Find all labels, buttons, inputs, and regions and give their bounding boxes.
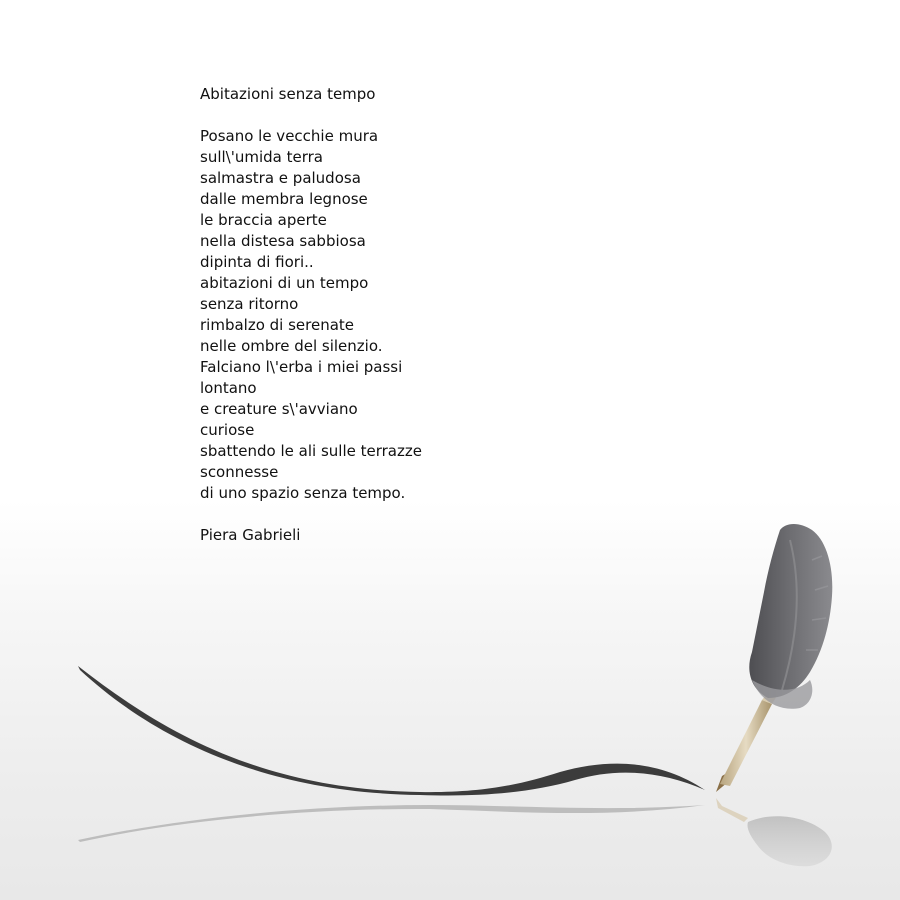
poem-line: nelle ombre del silenzio. — [200, 337, 383, 355]
poem-line: Falciano l\'erba i miei passi — [200, 358, 403, 376]
poem-line: salmastra e paludosa — [200, 169, 361, 187]
poem-line: senza ritorno — [200, 295, 299, 313]
poem-line: rimbalzo di serenate — [200, 316, 355, 334]
ink-flourish — [78, 666, 705, 842]
poem-line: lontano — [200, 379, 257, 397]
poem-line: Posano le vecchie mura — [200, 127, 379, 145]
poem-title: Abitazioni senza tempo — [200, 85, 376, 103]
poem-line: e creature s\'avviano — [200, 400, 358, 418]
poem-author: Piera Gabrieli — [200, 526, 301, 544]
quill-pen-icon — [716, 524, 832, 792]
poem-line: sull\'umida terra — [200, 148, 323, 166]
poem-line: di uno spazio senza tempo. — [200, 484, 406, 502]
poem-line: curiose — [200, 421, 255, 439]
poem-line: dipinta di fiori.. — [200, 253, 314, 271]
poem-line: sconnesse — [200, 463, 279, 481]
poem-line: abitazioni di un tempo — [200, 274, 369, 292]
poem-line: dalle membra legnose — [200, 190, 368, 208]
quill-reflection — [716, 798, 832, 866]
poem-line: sbattendo le ali sulle terrazze — [200, 442, 422, 460]
poem-line: nella distesa sabbiosa — [200, 232, 366, 250]
poem-line: le braccia aperte — [200, 211, 327, 229]
